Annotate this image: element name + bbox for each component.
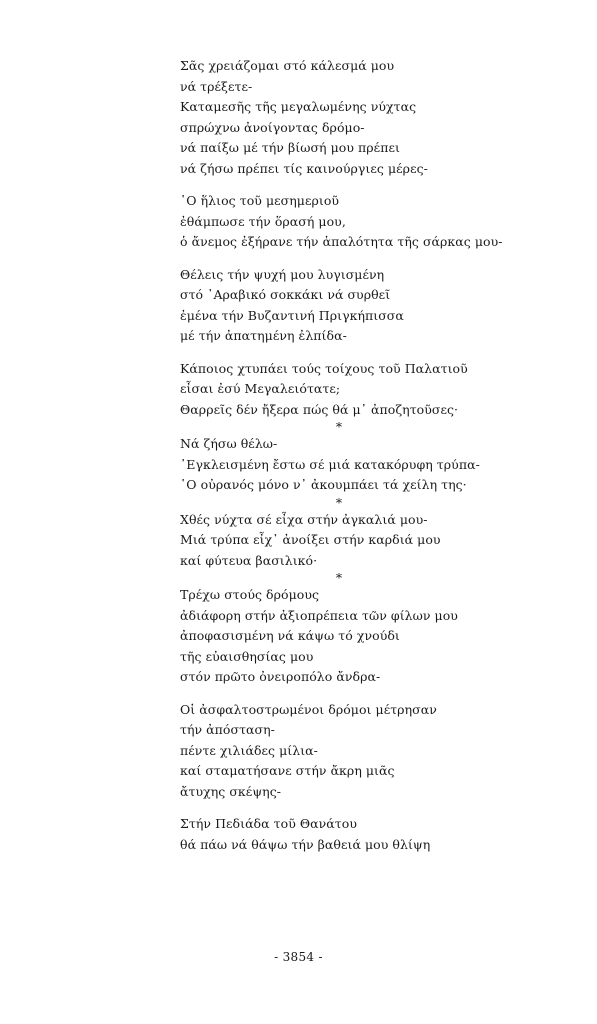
verse-line: τήν ἀπόσταση-: [180, 722, 275, 737]
verse-line: Οἱ ἀσφαλτοστρωμένοι δρόμοι μέτρησαν: [180, 701, 437, 717]
verse-line: Μιά τρύπα εἶχ᾿ ἀνοίξει στήν καρδιά μου: [180, 532, 441, 547]
verse-line: Σᾶς χρειάζομαι στό κάλεσμά μου: [180, 58, 395, 73]
verse-line: Θέλεις τήν ψυχή μου λυγισμένη: [180, 266, 385, 282]
verse-line: ἄτυχης σκέψης-: [180, 783, 282, 799]
verse-line: εἶσαι ἐσύ Μεγαλειότατε;: [180, 381, 341, 396]
verse-line: ἀποφασισμένη νά κάψω τό χνούδι: [180, 628, 400, 643]
verse-line: Χθές νύχτα σέ εἶχα στήν ἀγκαλιά μου-: [180, 511, 428, 527]
verse-line: καί φύτευα βασιλικό·: [180, 552, 318, 568]
stanza-1: [180, 56, 580, 179]
section-separator: *: [335, 419, 343, 434]
verse-line: μέ τήν ἀπατημένη ἐλπίδα-: [180, 328, 347, 343]
verse-line: ἐθάμπωσε τήν ὅρασή μου,: [180, 213, 346, 229]
verse-line: Νά ζήσω θέλω-: [180, 436, 278, 451]
page-number: - 3854 -: [274, 950, 323, 964]
verse-line: καί σταματήσανε στήν ἄκρη μιᾶς: [180, 763, 395, 778]
verse-line: Κάποιος χτυπάει τούς τοίχους τοῦ Παλατιοῦ: [180, 360, 468, 376]
verse-line: στόν πρῶτο ὀνειροπόλο ἄνδρα-: [180, 669, 381, 684]
verse-line: ῾Ο ἥλιος τοῦ μεσημεριοῦ: [180, 193, 340, 208]
verse-line: σπρώχνω ἀνοίγοντας δρόμο-: [180, 119, 365, 135]
verse-line: ἀδιάφορη στήν ἀξιοπρέπεια τῶν φίλων μου: [180, 607, 458, 623]
stanza-2: [180, 191, 580, 253]
stanza-8: [180, 700, 580, 803]
verse-line: πέντε χιλιάδες μίλια-: [180, 742, 318, 758]
verse-line: θά πάω νά θάψω τήν βαθειά μου θλίψη: [180, 836, 431, 852]
stanza-7: [180, 585, 580, 688]
poem: [180, 56, 580, 867]
section-separator: *: [335, 570, 343, 585]
verse-line: Στήν Πεδιάδα τοῦ Θανάτου: [180, 816, 357, 831]
verse-line: ῾Ο οὐρανός μόνο ν᾿ ἀκουμπάει τά χείλη της·: [180, 477, 467, 492]
stanza-9: [180, 814, 580, 855]
verse-line: Τρέχω στούς δρόμους: [180, 587, 320, 602]
stanza-5: [180, 434, 580, 496]
verse-line: ὁ ἄνεμος ἐξήρανε τήν ἁπαλότητα τῆς σάρκας μου-: [180, 234, 503, 249]
verse-line: νά τρέξετε-: [180, 78, 253, 94]
verse-line: Καταμεσῆς τῆς μεγαλωμένης νύχτας: [180, 99, 417, 114]
verse-line: τῆς εὐαισθησίας μου: [180, 648, 314, 664]
verse-line: νά ζήσω πρέπει τίς καινούργιες μέρες-: [180, 160, 428, 176]
verse-line: ᾿Εγκλεισμένη ἔστω σέ μιά κατακόρυφη τρύπα-: [180, 456, 480, 472]
verse-line: στό ᾿Αραβικό σοκκάκι νά συρθεῖ: [180, 287, 391, 302]
verse-line: ἐμένα τήν Βυζαντινή Πριγκήπισσα: [180, 307, 404, 323]
section-separator: *: [335, 494, 343, 510]
stanza-4: [180, 359, 580, 421]
verse-line: Θαρρεῖς δέν ἤξερα πώς θά μ᾿ ἀποζητοῦσες·: [180, 401, 459, 417]
verse-line: νά παίξω μέ τήν βίωσή μου πρέπει: [180, 140, 400, 155]
stanza-3: [180, 265, 580, 347]
stanza-6: [180, 510, 580, 572]
